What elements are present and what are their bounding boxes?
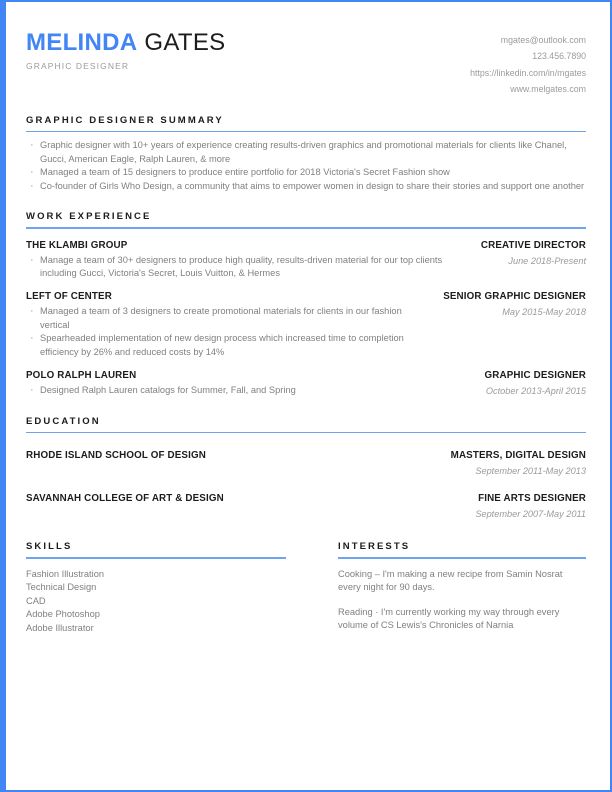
job-dates: June 2018-Present [508, 255, 586, 266]
interests-divider [338, 557, 586, 558]
bottom-columns [24, 541, 588, 635]
work-entry-left [26, 240, 481, 281]
employer-name: LEFT OF CENTER [26, 291, 112, 303]
list-item: · Co-founder of Girls Who Design, a community that aims to empower women in design to share their stories and support one another [26, 180, 586, 193]
name-block [26, 28, 225, 71]
list-item: · Manage a team of 30+ designers to produce high quality, results-driven material for our top clients including Gucci, Victoria's Secret, Louis Vuitton, & Hermes [26, 254, 469, 280]
summary-bullet-list [26, 139, 586, 193]
section-skills [26, 541, 286, 635]
interest-cooking: Cooking – I'm making a new recipe from Samin Nosrat every night for 90 days. [338, 568, 563, 593]
work-entry [26, 291, 586, 359]
contact-linkedin[interactable]: https://linkedin.com/in/mgates [470, 67, 586, 78]
job-dates: October 2013-April 2015 [485, 386, 586, 397]
section-education [24, 416, 588, 519]
employer-name: POLO RALPH LAUREN [26, 370, 137, 382]
degree-dates: September 2011-May 2013 [475, 466, 586, 477]
interests-section-title: INTERESTS [338, 541, 411, 553]
education-divider [26, 432, 586, 433]
list-item: · Managed a team of 3 designers to create promotional materials for clients in our fashion vertical [26, 305, 431, 331]
list-item: Adobe Photoshop [26, 609, 100, 620]
summary-divider [26, 131, 586, 132]
skills-section-title: SKILLS [26, 541, 73, 553]
work-entry [26, 240, 586, 281]
list-item: · Graphic designer with 10+ years of experience creating results-driven graphics and promotional materials for clients like Chanel, Gucci, American Eagle, Ralph Lauren, & more [26, 139, 586, 165]
work-bullet-list [26, 305, 431, 358]
work-entry-left [26, 370, 485, 398]
contact-block [470, 28, 586, 97]
employer-name: THE KLAMBI GROUP [26, 239, 128, 251]
work-entry-right [443, 291, 586, 317]
list-item: · Managed a team of 15 designers to produce entire portfolio for 2018 Victoria's Secret Fashion show [26, 166, 586, 179]
school-name: SAVANNAH COLLEGE OF ART & DESIGN [26, 493, 224, 505]
work-entry-right [485, 370, 586, 396]
work-entry-right [481, 240, 586, 266]
degree-title: MASTERS, DIGITAL DESIGN [450, 450, 586, 462]
education-section-title: EDUCATION [26, 415, 101, 427]
work-section-title: WORK EXPERIENCE [26, 211, 152, 223]
list-item: Technical Design [26, 582, 97, 593]
last-name: GATES [144, 29, 226, 56]
contact-website[interactable]: www.melgates.com [510, 83, 586, 94]
job-title: GRAPHIC DESIGNER [484, 370, 586, 382]
skills-list [26, 568, 286, 635]
skills-divider [26, 557, 286, 558]
education-entry [26, 493, 586, 519]
list-item: · Designed Ralph Lauren catalogs for Summer, Fall, and Spring [26, 384, 473, 397]
first-name: MELINDA [26, 29, 138, 56]
education-entry-right [475, 493, 586, 519]
education-entry-left [26, 450, 451, 461]
job-dates: May 2015-May 2018 [502, 307, 586, 318]
job-title: CREATIVE DIRECTOR [480, 239, 586, 251]
education-entry-right [451, 450, 586, 476]
resume-header [24, 28, 588, 97]
interest-reading: Reading · I'm currently working my way through every volume of CS Lewis's Chronicles of Narnia [338, 606, 560, 631]
job-subtitle: GRAPHIC DESIGNER [26, 61, 130, 72]
summary-section-title: GRAPHIC DESIGNER SUMMARY [26, 115, 224, 127]
work-divider [26, 227, 586, 228]
work-bullet-list [26, 384, 473, 397]
degree-dates: September 2007-May 2011 [475, 509, 586, 520]
column-gap [286, 541, 338, 635]
resume-content [2, 2, 610, 790]
contact-email[interactable]: mgates@outlook.com [500, 35, 586, 45]
list-item: CAD [26, 595, 46, 606]
full-name [26, 30, 225, 55]
education-entry [26, 450, 586, 476]
education-entry-left [26, 493, 475, 504]
list-item: · Spearheaded implementation of new design process which increased time to completion efficiency by 26% and reduced costs by 14% [26, 332, 431, 358]
section-work-experience [24, 211, 588, 398]
section-interests [338, 541, 586, 635]
work-entry-left [26, 291, 443, 359]
work-bullet-list [26, 254, 469, 280]
work-entry [26, 370, 586, 398]
degree-title: FINE ARTS DESIGNER [478, 493, 586, 505]
school-name: RHODE ISLAND SCHOOL OF DESIGN [26, 450, 206, 462]
job-title: SENIOR GRAPHIC DESIGNER [443, 291, 586, 303]
list-item: Adobe Illustrator [26, 622, 94, 633]
section-summary [24, 115, 588, 193]
contact-phone[interactable]: 123.456.7890 [532, 51, 586, 62]
list-item: Fashion Illustration [26, 568, 105, 579]
